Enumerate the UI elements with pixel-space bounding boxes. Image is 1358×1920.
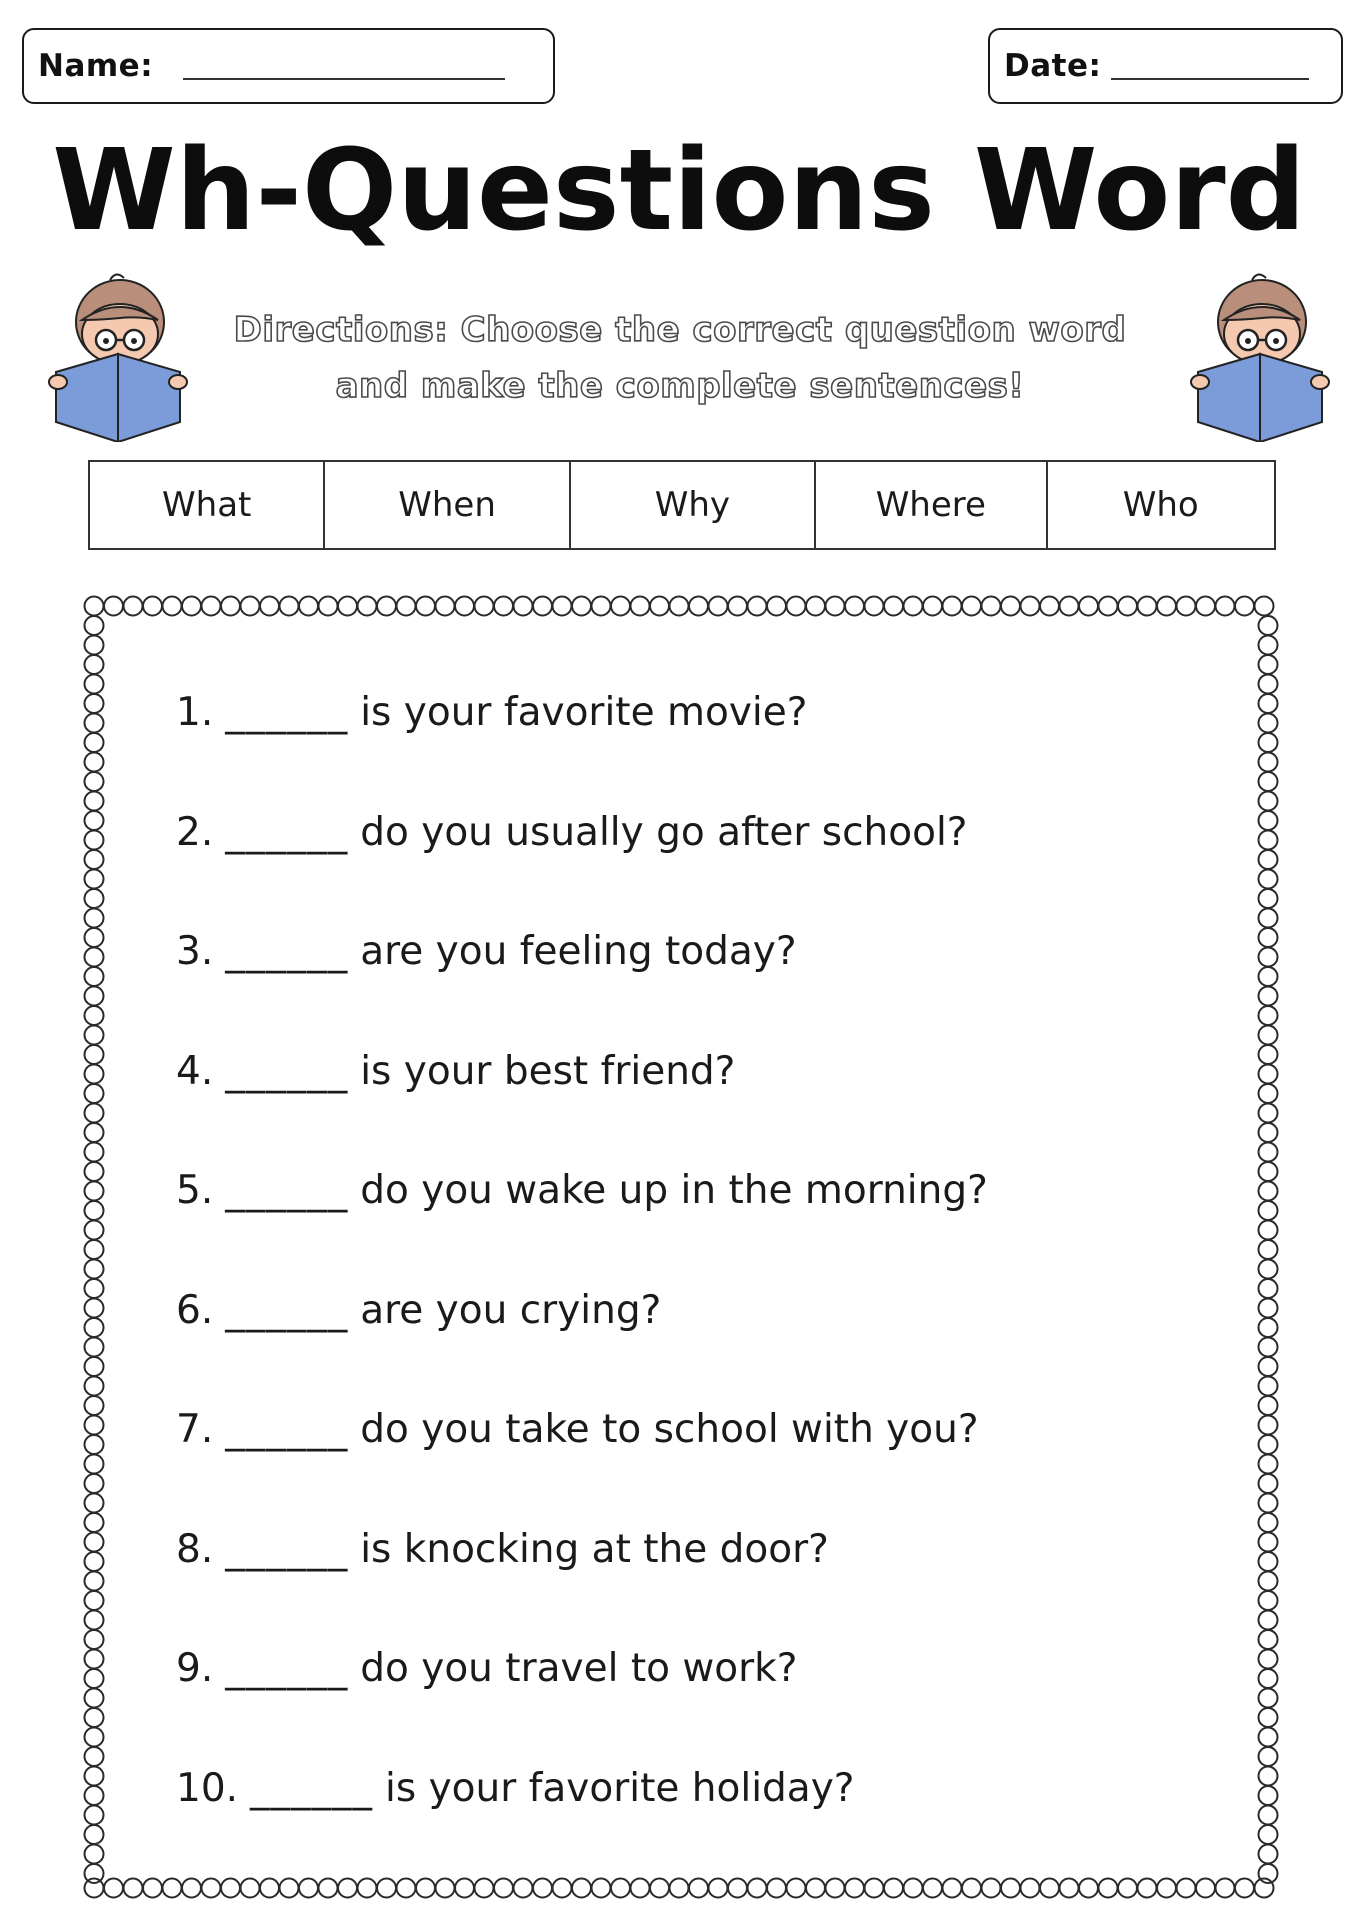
border-ring [436,597,455,616]
border-ring [1259,850,1278,869]
border-ring [1235,597,1254,616]
question-number: 5. [176,1168,214,1213]
border-ring [1259,1006,1278,1025]
border-ring [1259,1338,1278,1357]
border-ring [1259,1630,1278,1649]
border-ring [1235,1879,1254,1898]
border-ring [319,597,338,616]
border-ring [514,597,533,616]
border-ring [85,1845,104,1864]
answer-blank[interactable]: ______ [225,1646,349,1691]
border-ring [85,948,104,967]
border-ring [1196,1879,1215,1898]
border-ring [904,597,923,616]
boy-figure [1191,274,1329,442]
border-ring [1060,597,1079,616]
border-ring [962,597,981,616]
border-ring [1259,1318,1278,1337]
question-item [176,929,1176,1049]
border-ring [1259,1669,1278,1688]
border-ring [1259,1357,1278,1376]
border-ring [1259,1201,1278,1220]
border-ring [1259,1260,1278,1279]
border-ring [85,1728,104,1747]
border-ring [85,636,104,655]
border-ring [85,1338,104,1357]
border-ring [1259,675,1278,694]
border-ring [1259,1708,1278,1727]
date-field[interactable] [988,28,1343,104]
border-ring [611,597,630,616]
border-ring [85,694,104,713]
border-ring [1259,1845,1278,1864]
border-ring [85,1240,104,1259]
border-ring [533,597,552,616]
border-ring [631,597,650,616]
border-ring [85,1182,104,1201]
border-ring [767,597,786,616]
border-ring [1259,1416,1278,1435]
border-ring [85,1786,104,1805]
border-ring [1259,889,1278,908]
border-ring [923,597,942,616]
border-ring [85,1104,104,1123]
border-ring [1259,1435,1278,1454]
date-line[interactable] [1111,78,1309,80]
border-ring [85,1123,104,1142]
border-ring [85,1201,104,1220]
question-text: are you crying? [360,1287,662,1333]
border-ring [85,1143,104,1162]
border-ring [1259,1221,1278,1240]
border-ring [1259,1786,1278,1805]
word-bank [88,460,1276,550]
question-number: 2. [176,809,214,855]
border-ring [1259,928,1278,947]
border-ring [1216,597,1235,616]
reading-boy-icon [48,262,188,442]
border-ring [1259,1825,1278,1844]
border-ring [85,1279,104,1298]
border-ring [1259,1026,1278,1045]
question-item [176,1168,1176,1288]
question-number: 10. [176,1765,239,1811]
border-ring [884,597,903,616]
border-ring [85,1747,104,1766]
border-ring [1259,1143,1278,1162]
name-line[interactable] [183,78,505,80]
border-ring [826,597,845,616]
border-ring [85,1299,104,1318]
border-ring [1259,1279,1278,1298]
border-ring [377,597,396,616]
border-ring [85,909,104,928]
question-item [176,1407,1176,1527]
question-number: 7. [176,1407,214,1452]
border-ring [748,597,767,616]
border-ring [1259,1806,1278,1825]
border-ring [85,1650,104,1669]
question-text: is your favorite holiday? [385,1765,855,1811]
border-ring [572,597,591,616]
border-ring [1259,1689,1278,1708]
border-ring [845,597,864,616]
border-ring [1259,1084,1278,1103]
border-ring [85,714,104,733]
border-ring [85,1552,104,1571]
date-label: Date: [1004,48,1102,84]
border-ring [1259,772,1278,791]
border-ring [299,597,318,616]
answer-blank[interactable]: ______ [225,1526,349,1572]
answer-blank[interactable]: ______ [225,1168,349,1213]
border-ring [143,1879,162,1898]
border-ring [1259,655,1278,674]
border-ring [1259,811,1278,830]
border-ring [85,1006,104,1025]
border-ring [982,597,1001,616]
border-ring [1255,1879,1274,1898]
border-ring [85,1669,104,1688]
border-ring [728,597,747,616]
answer-blank[interactable]: ______ [225,690,349,735]
border-ring [1259,948,1278,967]
border-ring [1259,870,1278,889]
border-ring [85,1026,104,1045]
answer-blank[interactable]: ______ [250,1765,374,1811]
border-ring [143,597,162,616]
border-ring [1259,1767,1278,1786]
answer-blank[interactable]: ______ [225,1407,349,1452]
border-ring [85,1162,104,1181]
border-ring [1259,1377,1278,1396]
border-ring [1259,1299,1278,1318]
border-ring [1259,792,1278,811]
border-ring [1259,1182,1278,1201]
question-item [176,1646,1176,1766]
border-ring [1259,1552,1278,1571]
border-ring [85,1689,104,1708]
border-ring [85,889,104,908]
border-ring [1259,1396,1278,1415]
border-ring [85,1806,104,1825]
border-ring [85,1318,104,1337]
border-ring [1259,1572,1278,1591]
border-ring [85,1533,104,1552]
border-ring [1021,597,1040,616]
boy-figure [49,274,187,442]
border-ring [85,987,104,1006]
border-ring [1259,694,1278,713]
border-ring [85,1494,104,1513]
border-ring [163,597,182,616]
border-ring [85,655,104,674]
border-ring [104,597,123,616]
name-label: Name: [38,48,154,84]
border-ring [85,1591,104,1610]
border-ring [85,1357,104,1376]
border-ring [416,597,435,616]
border-ring [553,597,572,616]
border-ring [85,1513,104,1532]
border-ring [1259,1065,1278,1084]
border-ring [455,597,474,616]
border-ring [1259,1650,1278,1669]
question-number: 6. [176,1287,214,1333]
word-bank-cell: Why [571,462,816,548]
answer-blank[interactable]: ______ [225,1048,349,1094]
border-ring [1259,1728,1278,1747]
border-ring [1259,753,1278,772]
border-ring [1259,1162,1278,1181]
border-ring [85,928,104,947]
border-ring [85,616,104,635]
border-ring [104,1879,123,1898]
question-list [176,690,1176,1885]
border-ring [338,597,357,616]
border-ring [85,1260,104,1279]
border-ring [85,1572,104,1591]
question-item [176,690,1176,810]
border-ring [85,1084,104,1103]
border-ring [85,1377,104,1396]
border-ring [1259,733,1278,752]
word-bank-cell: What [90,462,325,548]
border-ring [1259,1240,1278,1259]
border-ring [85,870,104,889]
answer-blank[interactable]: ______ [225,1287,349,1333]
border-ring [397,597,416,616]
question-item [176,1766,1176,1886]
border-ring [85,1825,104,1844]
border-ring [85,1708,104,1727]
question-text: do you usually go after school? [360,809,968,855]
border-ring [1138,597,1157,616]
border-ring [1099,597,1118,616]
border-ring [1259,636,1278,655]
border-ring [85,1396,104,1415]
question-text: do you travel to work? [360,1646,798,1691]
question-item [176,1288,1176,1408]
border-ring [85,1455,104,1474]
answer-blank[interactable]: ______ [225,809,349,855]
border-ring [85,1065,104,1084]
border-ring [1216,1879,1235,1898]
border-ring [85,1045,104,1064]
border-ring [85,1435,104,1454]
border-ring [1259,1864,1278,1883]
border-ring [202,597,221,616]
word-bank-cell: Who [1122,485,1199,525]
border-ring [85,597,104,616]
border-ring [1259,1611,1278,1630]
question-number: 3. [176,929,214,974]
border-ring [260,597,279,616]
border-ring [709,597,728,616]
border-ring [1040,597,1059,616]
border-ring [1259,714,1278,733]
name-field[interactable] [22,28,555,104]
question-text: are you feeling today? [360,929,797,974]
border-ring [1177,597,1196,616]
border-ring [1259,987,1278,1006]
border-ring [85,675,104,694]
border-ring [85,733,104,752]
border-ring [85,1221,104,1240]
border-ring [1157,597,1176,616]
border-ring [85,753,104,772]
border-ring [85,831,104,850]
border-ring [85,1474,104,1493]
border-ring [1259,831,1278,850]
border-ring [943,597,962,616]
border-ring [280,597,299,616]
border-ring [1118,597,1137,616]
question-text: do you wake up in the morning? [360,1168,988,1213]
border-ring [85,811,104,830]
border-ring [592,597,611,616]
border-ring [1259,1533,1278,1552]
border-ring [1259,1513,1278,1532]
border-ring [1259,1474,1278,1493]
border-ring [494,597,513,616]
border-ring [650,597,669,616]
border-ring [475,597,494,616]
border-ring [865,597,884,616]
border-ring [85,1879,104,1898]
border-ring [1259,1747,1278,1766]
border-ring [670,597,689,616]
word-bank-cell: Where [816,462,1047,548]
directions-line-1: Directions: Choose the correct question word [233,310,1127,350]
border-ring [1259,1045,1278,1064]
border-ring [1259,1591,1278,1610]
border-ring [689,597,708,616]
border-ring [85,850,104,869]
question-text: do you take to school with you? [360,1407,979,1452]
border-ring [1001,597,1020,616]
border-ring [1259,967,1278,986]
border-ring [806,597,825,616]
question-item [176,1049,1176,1169]
border-ring [787,597,806,616]
answer-blank[interactable]: ______ [225,929,349,974]
reading-boy-icon [1190,262,1330,442]
border-ring [85,1611,104,1630]
border-ring [221,597,240,616]
border-ring [85,1416,104,1435]
border-ring [1259,616,1278,635]
border-ring [182,597,201,616]
question-number: 4. [176,1048,214,1094]
border-ring [358,597,377,616]
question-text: is your favorite movie? [360,690,808,735]
border-ring [124,1879,143,1898]
question-number: 9. [176,1646,214,1691]
question-text: is knocking at the door? [360,1526,829,1572]
border-ring [85,1630,104,1649]
question-number: 8. [176,1526,214,1572]
border-ring [1259,1494,1278,1513]
border-ring [1177,1879,1196,1898]
border-ring [1079,597,1098,616]
word-bank-cell: When [325,462,570,548]
question-item [176,1527,1176,1647]
border-ring [241,597,260,616]
border-ring [85,967,104,986]
border-ring [1255,597,1274,616]
directions-line-2: and make the complete sentences! [335,366,1025,406]
border-ring [85,1864,104,1883]
question-number: 1. [176,690,214,735]
border-ring [1259,1104,1278,1123]
border-ring [85,772,104,791]
border-ring [124,597,143,616]
question-item [176,810,1176,930]
border-ring [85,792,104,811]
border-ring [1259,1455,1278,1474]
directions [190,302,1170,414]
border-ring [1259,909,1278,928]
border-ring [1259,1123,1278,1142]
border-ring [1196,597,1215,616]
border-ring [85,1767,104,1786]
question-text: is your best friend? [360,1048,736,1094]
worksheet-title: Wh-Questions Word [52,126,1306,256]
